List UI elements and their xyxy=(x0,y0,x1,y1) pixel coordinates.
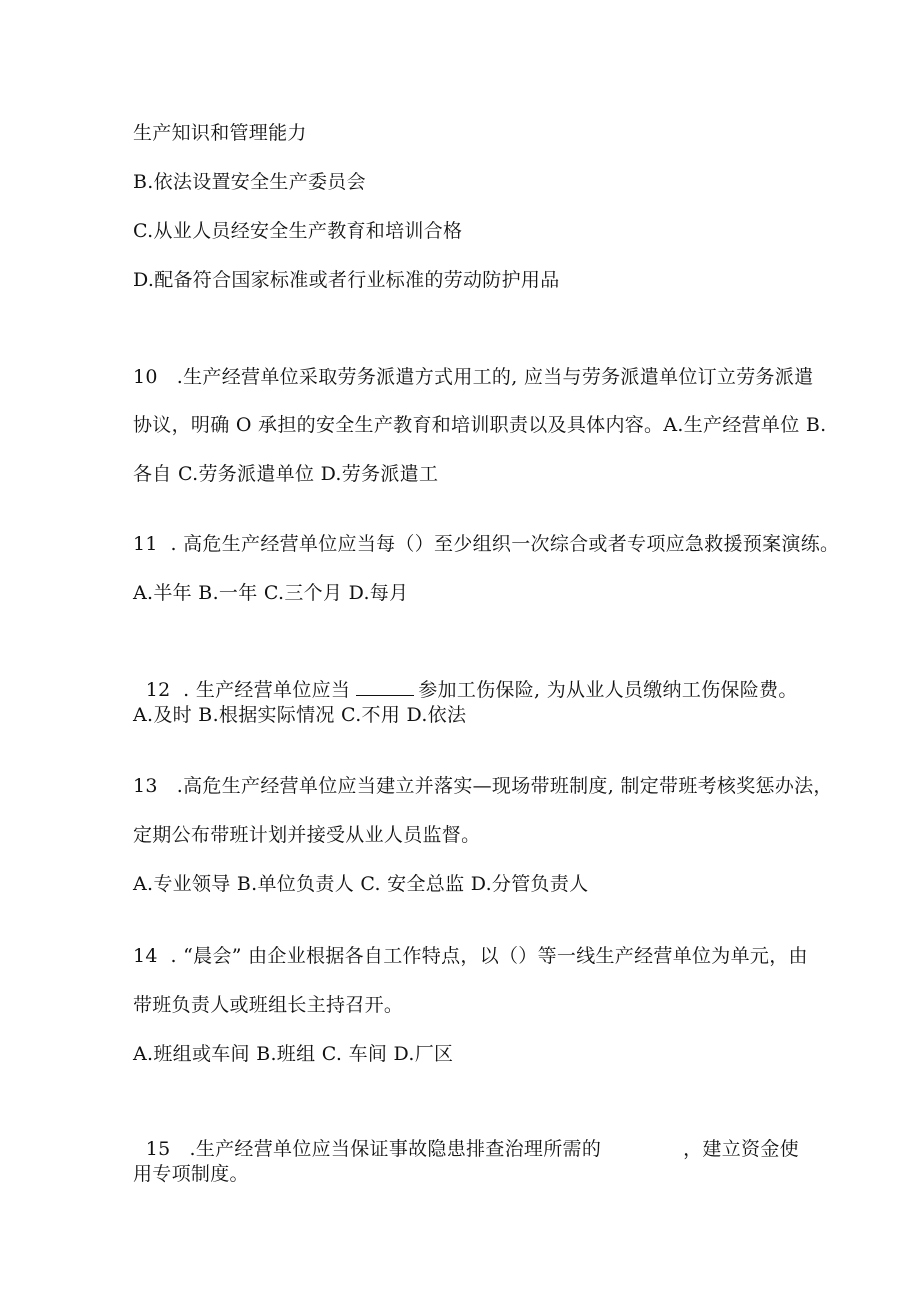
question-11-line-1: 11 . 高危生产经营单位应当每（）至少组织一次综合或者专项应急救援预案演练。 xyxy=(133,533,840,555)
option-d-line: D.配备符合国家标准或者行业标准的劳动防护用品 xyxy=(133,269,560,291)
question-10-line-2: 协议，明确 O 承担的安全生产教育和培训职责以及具体内容。A.生产经营单位 B. xyxy=(133,414,827,436)
question-15-line-1 xyxy=(133,1113,799,1161)
question-12-options: A.及时 B.根据实际情况 C.不用 D.依法 xyxy=(133,704,467,726)
question-11-options: A.半年 B.一年 C.三个月 D.每月 xyxy=(133,582,409,604)
question-12-part-1: 12 . 生产经营单位应当 xyxy=(145,679,351,701)
text-line-1: 生产知识和管理能力 xyxy=(133,122,307,144)
question-13-line-1: 13 .高危生产经营单位应当建立并落实—现场带班制度, 制定带班考核奖惩办法， xyxy=(133,775,833,797)
question-13-options: A.专业领导 B.单位负责人 C. 安全总监 D.分管负责人 xyxy=(133,873,589,895)
question-15-line-2: 用专项制度。 xyxy=(133,1163,249,1185)
option-b-line: B.依法设置安全生产委员会 xyxy=(133,171,366,193)
question-15-part-1: 15 .生产经营单位应当保证事故隐患排查治理所需的 xyxy=(145,1138,602,1160)
answer-blank xyxy=(356,694,414,696)
question-14-options: A.班组或车间 B.班组 C. 车间 D.厂区 xyxy=(133,1043,454,1065)
question-14-line-1: 14 . “晨会” 由企业根据各自工作特点，以（）等一线生产经营单位为单元，由 xyxy=(133,945,808,967)
question-10-line-3: 各自 C.劳务派遣单位 D.劳务派遣工 xyxy=(133,463,439,485)
question-12-part-2: 参加工伤保险, 为从业人员缴纳工伤保险费。 xyxy=(418,679,798,701)
option-c-line: C.从业人员经安全生产教育和培训合格 xyxy=(133,220,463,242)
question-13-line-2: 定期公布带班计划并接受从业人员监督。 xyxy=(133,824,481,846)
question-14-line-2: 带班负责人或班组长主持召开。 xyxy=(133,994,404,1016)
question-12-line-1 xyxy=(133,654,798,702)
question-10-line-1: 10 .生产经营单位采取劳务派遣方式用工的, 应当与劳务派遣单位订立劳务派遣 xyxy=(133,366,814,388)
question-15-part-2: ，建立资金使 xyxy=(683,1138,799,1160)
